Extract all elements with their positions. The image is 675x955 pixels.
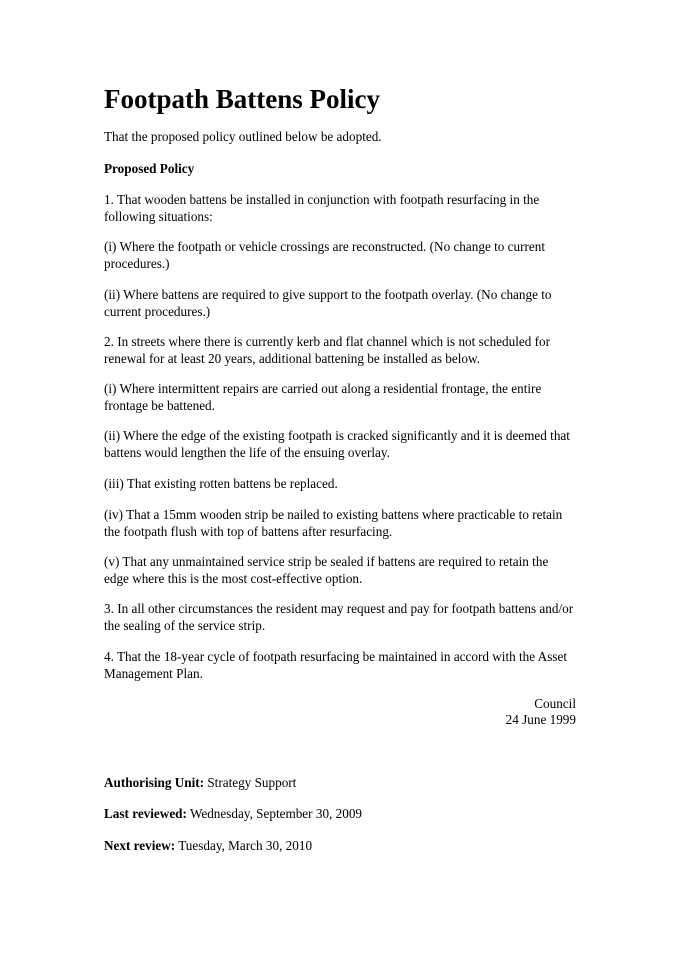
next-review-value: Tuesday, March 30, 2010	[178, 838, 313, 853]
last-reviewed-value: Wednesday, September 30, 2009	[189, 806, 363, 821]
authorising-unit	[104, 775, 576, 792]
last-reviewed	[104, 806, 576, 823]
next-review-label: Next review:	[104, 838, 176, 853]
policy-paragraph-2-v: (v) That any unmaintained service strip be sealed if battens are required to retain the edge where this is the most cost-effective option.	[104, 554, 549, 586]
authorising-unit-label: Authorising Unit:	[104, 775, 205, 790]
signature-body: Council	[534, 696, 576, 711]
authorising-unit-value: Strategy Support	[207, 775, 297, 790]
policy-paragraph-2-ii: (ii) Where the edge of the existing footpath is cracked significantly and it is deemed that battens would lengthen the life of the ensuing overlay.	[104, 428, 570, 460]
policy-paragraph-1-ii: (ii) Where battens are required to give support to the footpath overlay. (No change to current procedures.)	[104, 287, 552, 319]
intro-text: That the proposed policy outlined below be adopted.	[104, 129, 382, 144]
policy-paragraph-2-iv: (iv) That a 15mm wooden strip be nailed to existing battens where practicable to retain the footpath flush with top of battens after resurfacing.	[104, 507, 563, 539]
policy-paragraph-2: 2. In streets where there is currently kerb and flat channel which is not scheduled for renewal for at least 20 years, additional battening be installed as below.	[104, 334, 551, 366]
policy-paragraph-4: 4. That the 18-year cycle of footpath resurfacing be maintained in accord with the Asset Management Plan.	[104, 649, 567, 681]
next-review	[104, 838, 576, 855]
policy-paragraph-2-i: (i) Where intermittent repairs are carried out along a residential frontage, the entire frontage be battened.	[104, 381, 542, 413]
signature-date: 24 June 1999	[505, 712, 576, 727]
last-reviewed-label: Last reviewed:	[104, 806, 187, 821]
section-heading: Proposed Policy	[104, 161, 195, 176]
policy-paragraph-1-i: (i) Where the footpath or vehicle crossings are reconstructed. (No change to current procedures.)	[104, 239, 545, 271]
page-title: Footpath Battens Policy	[104, 84, 380, 114]
policy-paragraph-2-iii: (iii) That existing rotten battens be replaced.	[104, 476, 338, 491]
policy-paragraph-3: 3. In all other circumstances the resident may request and pay for footpath battens and/or the sealing of the service strip.	[104, 601, 574, 633]
policy-paragraph-1: 1. That wooden battens be installed in conjunction with footpath resurfacing in the following situations:	[104, 192, 540, 224]
